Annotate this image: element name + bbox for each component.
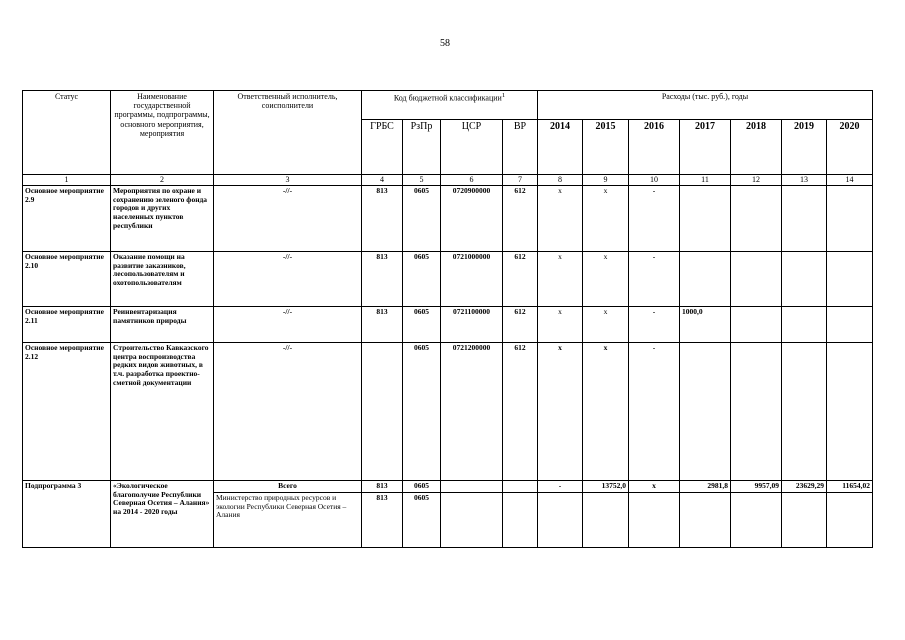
row-rzpr: 0605 [403, 186, 441, 252]
empty-cell [441, 493, 503, 548]
row-y2016: - [629, 343, 680, 481]
row-y2020 [827, 343, 873, 481]
header-row [23, 91, 873, 120]
empty-cell [782, 493, 827, 548]
row-name: Мероприятия по охране и сохранению зеленого фонда городов и других населенных пунктов республики [111, 186, 214, 252]
row-vr: 612 [503, 307, 538, 343]
subprogram-total-label: Всего [214, 481, 362, 493]
header-year-2017: 2017 [680, 120, 731, 175]
row-y2019 [782, 252, 827, 307]
row-y2018 [731, 186, 782, 252]
row-y2014: х [538, 186, 583, 252]
row-y2014: х [538, 307, 583, 343]
row-y2016: - [629, 307, 680, 343]
row-y2018 [731, 307, 782, 343]
row-y2019 [782, 343, 827, 481]
row-name: Строительство Кавказского центра воспроизводства редких видов животных, в т.ч. разработка проектно-сметной документации [111, 343, 214, 481]
row-status: Основное мероприятие 2.11 [23, 307, 111, 343]
row-y2019 [782, 307, 827, 343]
empty-cell [827, 493, 873, 548]
subprogram-total-y2019: 23629,29 [782, 481, 827, 493]
row-y2017 [680, 186, 731, 252]
column-number: 11 [680, 175, 731, 186]
subprogram-total-y2020: 11654,02 [827, 481, 873, 493]
table-row [23, 252, 873, 307]
row-executor: -//- [214, 252, 362, 307]
column-number: 13 [782, 175, 827, 186]
column-number: 6 [441, 175, 503, 186]
row-y2016: - [629, 186, 680, 252]
row-vr: 612 [503, 186, 538, 252]
row-executor: -//- [214, 343, 362, 481]
row-y2015: х [583, 252, 629, 307]
subprogram-total-rzpr: 0605 [403, 481, 441, 493]
row-grbs: 813 [362, 307, 403, 343]
header-budget-code-note: 1 [501, 92, 506, 99]
subprogram-total-y2017: 2981,8 [680, 481, 731, 493]
row-status: Основное мероприятие 2.10 [23, 252, 111, 307]
row-y2017 [680, 343, 731, 481]
row-y2016: - [629, 252, 680, 307]
row-y2017: 1000,0 [680, 307, 731, 343]
table-row [23, 343, 873, 481]
header-year-2020: 2020 [827, 120, 873, 175]
row-executor: -//- [214, 186, 362, 252]
row-grbs: 813 [362, 186, 403, 252]
column-number: 14 [827, 175, 873, 186]
column-number: 7 [503, 175, 538, 186]
row-grbs [362, 343, 403, 481]
header-code-grbs: ГРБС [362, 120, 403, 175]
row-y2017 [680, 252, 731, 307]
row-y2019 [782, 186, 827, 252]
subprogram-total-grbs: 813 [362, 481, 403, 493]
row-executor: -//- [214, 307, 362, 343]
row-y2015: х [583, 343, 629, 481]
row-y2020 [827, 307, 873, 343]
row-y2020 [827, 252, 873, 307]
header-expenses: Расходы (тыс. руб.), годы [538, 91, 873, 120]
header-year-2014: 2014 [538, 120, 583, 175]
subprogram-total-vr [503, 481, 538, 493]
row-name: Реинвентаризация памятников природы [111, 307, 214, 343]
row-y2015: х [583, 186, 629, 252]
header-year-2018: 2018 [731, 120, 782, 175]
empty-cell [503, 493, 538, 548]
column-number: 9 [583, 175, 629, 186]
row-rzpr: 0605 [403, 343, 441, 481]
column-number: 2 [111, 175, 214, 186]
subprogram-total-y2014: - [538, 481, 583, 493]
column-number: 4 [362, 175, 403, 186]
column-number: 12 [731, 175, 782, 186]
column-number: 8 [538, 175, 583, 186]
empty-cell [583, 493, 629, 548]
row-vr: 612 [503, 252, 538, 307]
page-number: 58 [440, 38, 450, 49]
row-y2020 [827, 186, 873, 252]
header-code-rzpr: РзПр [403, 120, 441, 175]
header-name: Наименование государственной программы, подпрограммы, основного мероприятия, мероприятия [111, 91, 214, 175]
subprogram-total-csr [441, 481, 503, 493]
empty-cell [538, 493, 583, 548]
header-year-2015: 2015 [583, 120, 629, 175]
row-csr: 0720900000 [441, 186, 503, 252]
row-y2014: х [538, 343, 583, 481]
row-status: Основное мероприятие 2.12 [23, 343, 111, 481]
column-number: 5 [403, 175, 441, 186]
subprogram-total-y2015: 13752,0 [583, 481, 629, 493]
column-number: 1 [23, 175, 111, 186]
row-status: Основное мероприятие 2.9 [23, 186, 111, 252]
subprogram-ministry-executor: Министерство природных ресурсов и экологии Республики Северная Осетия – Алания [214, 493, 362, 548]
subprogram-total-row [23, 481, 873, 493]
header-executor: Ответственный исполнитель, соисполнители [214, 91, 362, 175]
header-year-2016: 2016 [629, 120, 680, 175]
row-name: Оказание помощи на развитие заказников, лесопользователям и охотопользователям [111, 252, 214, 307]
subprogram-ministry-rzpr: 0605 [403, 493, 441, 548]
row-y2015: х [583, 307, 629, 343]
row-rzpr: 0605 [403, 252, 441, 307]
empty-cell [731, 493, 782, 548]
row-vr: 612 [503, 343, 538, 481]
header-code-vr: ВР [503, 120, 538, 175]
subprogram-total-y2016: х [629, 481, 680, 493]
row-csr: 0721200000 [441, 343, 503, 481]
subprogram-total-y2018: 9957,09 [731, 481, 782, 493]
subprogram-status: Подпрограмма 3 [23, 481, 111, 548]
subprogram-ministry-grbs: 813 [362, 493, 403, 548]
column-number: 3 [214, 175, 362, 186]
empty-cell [680, 493, 731, 548]
header-year-2019: 2019 [782, 120, 827, 175]
row-y2014: х [538, 252, 583, 307]
table-row [23, 307, 873, 343]
subprogram-name: «Экологическое благополучие Республики Северная Осетия – Алания» на 2014 - 2020 годы [111, 481, 214, 548]
header-budget-code [362, 91, 538, 120]
header-budget-code-label: Код бюджетной классификации [393, 93, 502, 103]
empty-cell [629, 493, 680, 548]
column-number-row [23, 175, 873, 186]
row-csr: 0721000000 [441, 252, 503, 307]
row-grbs: 813 [362, 252, 403, 307]
row-y2018 [731, 343, 782, 481]
row-rzpr: 0605 [403, 307, 441, 343]
row-csr: 0721100000 [441, 307, 503, 343]
table-row [23, 186, 873, 252]
header-status: Статус [23, 91, 111, 175]
budget-table [22, 90, 873, 548]
header-code-csr: ЦСР [441, 120, 503, 175]
column-number: 10 [629, 175, 680, 186]
row-y2018 [731, 252, 782, 307]
